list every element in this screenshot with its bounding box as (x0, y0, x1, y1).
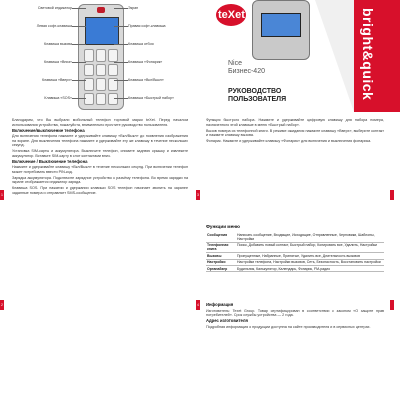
spec-table-title: Функции меню (206, 224, 240, 229)
info-section (206, 302, 384, 331)
phone-diagram (0, 0, 200, 115)
spec-row (206, 242, 384, 253)
section-heading: Адрес изготовителя (206, 318, 248, 324)
sos-key-illustration (97, 7, 105, 13)
callout-left-6: Клавиша «SOS» (44, 96, 72, 100)
phone-screen-illustration (85, 17, 119, 45)
paragraph: Зарядка аккумулятора. Подключите зарядное устройство к разъёму телефона. Во время зарядки на экране отображается индикатор заряда. (12, 175, 188, 185)
brand-stripe (354, 0, 400, 112)
spec-key: Вызовы (206, 253, 236, 259)
callout-right-1: Экран (128, 6, 139, 10)
callout-line (114, 26, 128, 27)
callout-right-5: Клавиша «Вкл/Выкл» (128, 78, 164, 82)
callout-line (72, 80, 86, 81)
callout-line (114, 98, 128, 99)
right-text-column (206, 118, 384, 145)
paragraph: Изготовитель: Texet Group. Товар сертифицирован в соответствии с законом «О защите прав потребителей». Срок службы устройства — 2 года. (206, 308, 384, 317)
manual-title (228, 88, 286, 104)
model-line-1: Nice (228, 60, 243, 67)
callout-right-4: Клавиша «Фонарик» (128, 60, 163, 64)
page-number: 3 (197, 193, 199, 197)
section-heading: Информация (206, 302, 234, 307)
intro-paragraph: Благодарим, что Вы выбрали мобильный телефон торговой марки teXet. Перед началом использования устройства, пожалуйста, внимательно прочтите руководство пользователя. (12, 118, 188, 127)
callout-left-4: Клавиша «Вниз» (43, 60, 72, 64)
callout-line (72, 26, 86, 27)
spec-key: Органайзер (206, 265, 236, 271)
callout-left-1: Световой индикатор (37, 6, 72, 10)
callout-right-2: Правая софт-клавиша (128, 24, 166, 28)
spec-value: Настройки телефона, Настройки вызовов, Сеть, Безопасность, Восстановить настройки (236, 259, 384, 265)
page-tab (390, 190, 394, 200)
paragraph: Фонарик. Нажмите и удерживайте клавишу «Фонарик» для включения и выключения фонарика. (206, 139, 372, 144)
paragraph: Функция быстрого набора. Нажмите и удерживайте цифровую клавишу для набора номера, назначенного этой клавише в меню «Быстрый набор». (206, 118, 384, 127)
brand-tagline: bright&quick (360, 8, 376, 101)
cover-phone-screen (261, 13, 301, 37)
callout-line (72, 8, 86, 9)
callout-line (72, 44, 86, 45)
model-line-2: Бизнес-420 (228, 68, 265, 75)
manual-title-line-2: ПОЛЬЗОВАТЕЛЯ (228, 96, 287, 103)
spec-value: Поиск, Добавить новый контакт, Быстрый набор, Копировать все, Удалить, Настройки (236, 242, 384, 253)
section-heading: Включение/выключение телефона (12, 127, 85, 133)
keypad-illustration (84, 49, 118, 105)
callout-right-3: Клавиша отбоя (128, 42, 154, 46)
phone-illustration (78, 4, 124, 110)
spec-row (206, 265, 384, 271)
spec-key: Телефонная книга (206, 242, 236, 253)
page-number: 4 (197, 303, 199, 307)
paragraph: Вызов номера из телефонной книги. В режиме ожидания нажмите клавишу «Вверх», выберите контакт и нажмите клавишу вызова. (206, 128, 384, 138)
paragraph: Нажмите и удерживайте клавишу «Вкл/Выкл» в течение нескольких секунд. При включении телефон может потребовать ввести PIN-код. (12, 165, 188, 174)
spec-key: Настройки (206, 259, 236, 265)
section-heading: Включение / Выключение телефона (12, 158, 88, 164)
callout-left-5: Клавиша «Вверх» (41, 78, 72, 82)
callout-line (72, 98, 86, 99)
callout-left-3: Клавиша вызова (44, 42, 72, 46)
callout-line (114, 8, 128, 9)
callout-line (72, 62, 86, 63)
spec-row (206, 232, 384, 242)
paragraph: Клавиша SOS. При нажатии и удержании клавиши SOS телефон начинает звонить на заранее заданные номера и отправляет SMS-сообщение. (12, 186, 188, 195)
page-number: 2 (1, 303, 3, 307)
spec-value: Будильник, Калькулятор, Календарь, Фонарик, FM-радио (236, 265, 384, 271)
cover-phone-image (252, 0, 310, 60)
paragraph: Подробная информация о продукции доступна на сайте производителя и в сервисных центрах. (206, 324, 371, 329)
menu-functions-table (206, 232, 384, 272)
manual-title-line-1: РУКОВОДСТВО (228, 88, 282, 95)
cover-decor-triangle (315, 0, 354, 112)
brand-logo-text: teXet (218, 9, 245, 21)
spec-key: Сообщения (206, 232, 236, 242)
callout-left-2: Левая софт-клавиша (36, 24, 72, 28)
paragraph: Установка SIM-карты и аккумулятора. Выключите телефон, снимите заднюю крышку и извлеките аккумулятор. Вставьте SIM-карту в слот контактами вниз. (12, 149, 188, 158)
page-tab (390, 300, 394, 310)
callout-line (114, 44, 128, 45)
paragraph: Для включения телефона нажмите и удерживайте клавишу «Вкл/Выкл» до появления изображения на экране. Для выключения телефона нажмите и удерживайте эту же клавишу в течение нескольких секунд. (12, 134, 188, 148)
spec-value: Написать сообщение, Входящие, Исходящие, Отправленные, Черновики, Шаблоны, Настройки (236, 232, 384, 242)
model-name (228, 60, 265, 76)
callout-line (114, 62, 128, 63)
callout-line (114, 80, 128, 81)
spec-value: Пропущенные, Набранные, Принятые, Удалить все, Длительность вызовов (236, 253, 384, 259)
left-text-column (12, 118, 188, 197)
page-number: 1 (1, 193, 3, 197)
callout-right-6: Клавиша «Быстрый набор» (128, 96, 174, 100)
